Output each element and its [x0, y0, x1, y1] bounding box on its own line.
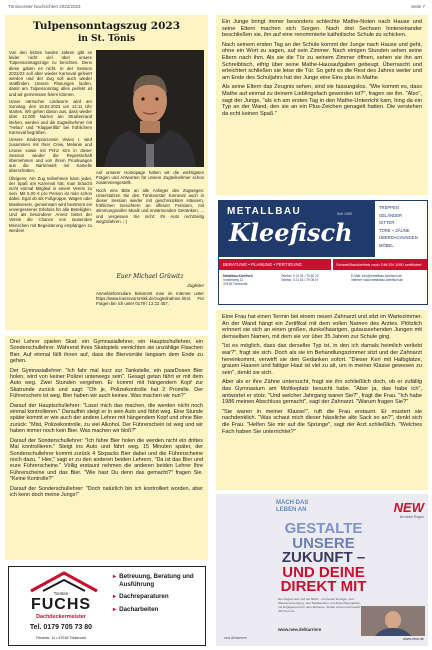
ad-new-tagline-line: LEBEN AN: [276, 507, 307, 513]
ad-new-web[interactable]: www.new.de: [402, 637, 424, 641]
ad-new-karriere: [216, 494, 428, 646]
joke-paragraph: "Sie waren in meiner Klasse!", ruft die Frau erstaunt. Er mustert sie nachdenklich. "Was schaut mich dieser hässliche alte Sack so an?", denkt sich die Frau. "Helfen Sie mir auf die Sprünge", sagt der Arzt schließlich. "Welches Fach haben Sie unterrichtet?": [222, 408, 422, 435]
article-paragraph: Auf unserer Homepage haben wir die wichtigsten Fragen und Antworten für unsere Zugteilnehmer schon zusammengestellt.: [96, 170, 204, 186]
joke-paragraph: Ein Junge bringt immer besonders schlechte Mathe-Noten nach Hause und seine Eltern machen sich Sorgen. Nach drei Sechsen hintereinander beschließen sie, ihn auf eine renommierte katholische Schule zu schicken.: [222, 19, 422, 39]
ad-services: [379, 204, 427, 250]
ad-fuchs-service: [113, 593, 203, 601]
ad-address-line: Vorsterweg 11: [223, 277, 244, 282]
ad-address-line: Metallbau Kleefisch: [223, 274, 253, 278]
article-column-2: [96, 170, 204, 270]
page-header-left: Tönisvorster Nachrichten 2022/2023: [8, 4, 81, 9]
ad-new-tagline-line: MACH DAS: [276, 500, 309, 506]
signature-role: Zugleiter: [187, 283, 204, 288]
joke-paragraph: Drei Lehrer spielen Skat: ein Gymnasiallehrer, ein Hauptschullehrer, ein Sonderschullehrer. Während ihres Skatspiels vernichten sie unzählige Flaschen Bier. Auf einmal fällt ihnen auf, dass die Biervorräte langsam dem Ende zu gehen.: [10, 339, 203, 365]
ad-address-line: 47918 Tönisvorst: [223, 281, 248, 286]
ad-service-item: GITTER: [379, 220, 395, 226]
article-paragraph: Noch eins Bitte an alle Anlieger des Zugweges: Unterstützen Sie den Tönisvorster Karneval auch in dieser Session wieder mit geschmückten Häusern, fröhlichen Gesichtern an offenen Fenstern, mit stimmungsvoller Musik und erwärmenden Getränken, ... und vergessen Sie nicht: Ihr Auto rechtzeitig wegzufahren. ;-): [96, 187, 204, 224]
article-paragraph: Von den letzten beiden Jahren gibt es leider nicht viel über unsere Tulpensonntagszüge zu berichten. Denn diese gaben es nicht. In der Session 2022/23 soll aber wieder Karneval gefeiert werden und der Zug soll auch wieder stattfinden. Unsere Planungen laufen, damit am Tulpensonntag alles perfekt ist und wir gemeinsam feiern können.: [9, 50, 92, 97]
article-tulpensonntagszug: [5, 15, 208, 330]
ad-website: Internet: www.metallbau-kleefisch.de: [351, 277, 403, 282]
joke-paragraph: Der Gymnasiallehrer: "Ich fahr mal kurz zur Tankstelle, ein paarDosen Bier holen, wird von keiner Polizei unterwegs sein". Gesagt getan fährt er mit dem Auto weg. Zwei Stunden vergehen. Er kommt mit hängendem Kopf zur Skatrunde zurück und sagt: "Oh je, Polizeikontrolle hat 2 Promille. Der Führerschein ist weg, Bier haben wir auch keines. Was machen wir nun?": [10, 367, 203, 400]
joke-paragraph: Aber als er ihre Zähne untersucht, fragt sie ihn schließlich doch, ob er zufällig das Gymnasium am Moltkeplatz besucht habe. "Aber ja, das habe ich", antwortet er stolz. "Und welcher Jahrgang waren Sie?", fragt die Frau. "Ich habe 1986 meinen Abschluss gemacht", sagt der Zahnarzt. "Warum fragen Sie?": [222, 379, 422, 406]
new-logo-sub: für meine Region: [399, 515, 424, 519]
ad-fuchs-dachdecker: [8, 566, 206, 646]
ad-fuchs-name: FUCHS: [30, 596, 92, 613]
ad-service-item: GELÄNDER: [379, 212, 403, 218]
ad-address: [223, 275, 275, 286]
ad-fuchs-service-label: Dacharbeiten: [119, 605, 159, 613]
joke-dentist: [216, 310, 428, 490]
ad-metallbau-name: METALLBAU: [227, 206, 302, 217]
new-logo: NEW: [393, 500, 424, 515]
arrow-icon: ▸: [113, 593, 117, 601]
person-photo-icon: [96, 50, 204, 167]
article-title: Tulpensonntagszug 2023: [32, 20, 181, 32]
zugleiter-photo: [96, 50, 204, 167]
ad-fuchs-address: Feuerstr. 11 • 47918 Tönisvorst: [36, 636, 86, 640]
ad-fuchs-service-label: Dachreparaturen: [119, 593, 169, 601]
joke-paragraph: Als seine Eltern das Zeugnis sehen, sind sie fassungslos. "Wie kommt es, dass Mathe auf einmal zu deinem Lieblingsfach geworden ist?", fragen sie ihn. "Also", sagt der Junge, "als ich am ersten Tag in den Mathe-Unterricht kam, hing da ein Typ an der Wand, den sie an ein Plus-Zeichen genagelt hatten. Die verstehen da echt keinen Spaß.": [222, 84, 422, 117]
joke-paragraph: "Ist es möglich, dass das derselbe Typ ist, in den ich damals heimlich verliebt war?", fragt sie sich. Doch als sie im Behandlungszimmer sitzt und der Zahnarzt hereinkommt, verwirft sie den Gedanken sofort. "Dieser Kerl mit Halbglatze, grauen Haaren und faltiger Haut ist viel zu alt, um in meiner Klasse gewesen zu sein", denkt sie sich.: [222, 343, 422, 376]
ad-new-headline-line: UNSERE: [292, 534, 355, 552]
article-paragraph: Übrigens: Am Zug teilnehmen kann jeder, der Spaß am Karneval hat, man braucht nicht einmal Mitglied in einem Verein zu sein. Mit 5,00 € pro Person ist man schon dabei. Egal ob als Fußgruppe, Wagen oder Musikverein, gemeinsam wird bestimmt ein unvergessener Erlebnis für alle Beteiligten. Und als besonderer Anreiz bietet der Verein die Chance von tausenden Menschen mit Begeisterung empfangen zu werden!: [9, 175, 92, 233]
ad-fuchs-owner: Torsten: [53, 591, 69, 596]
ad-fuchs-phone: Tel. 0179 705 73 80: [29, 624, 93, 631]
ad-new-headline-line: GESTALTE: [284, 520, 363, 537]
ad-service-item: MÖBEL: [379, 242, 394, 248]
article-paragraph: Unser närrischer Lindwurm wird am Sonntag, den 19.02.2023 um 14:11 Uhr starten. Wir gehen davon aus, dass wieder über 12.000 Narren am Straßenrand stehen, werden und die Zugteilnehmer mit "Helau" und "Klapperlilla" bei fröhlichem Karneval begrüßen.: [9, 98, 92, 136]
roof-logo-icon: [29, 571, 99, 593]
joke-paragraph: Darauf der Sonderschullehrer: "Ich fahre Bier holen die werden nicht ein drittes Mal kontrollieren." Steigt ins Auto und fährt weg. 15 Minuten später, der Sonderschullehrer kommt zurück 4 Sixpacks Bier dabei und die Führerscheine noch dazu. " Hier," sagt er zu den anderen beiden Lehrern, "Da ist das Bier und eure Führerscheine." Völlig erstaunt nehmen die anderen beiden Lehrer Ihre Führerscheine und das Bier. "Wie hast Du denn das gemacht?" fragen Sie. "Keine Kontrolle?": [10, 437, 203, 483]
joke-teachers-skat: [5, 336, 208, 560]
ad-metallbau-kleefisch: [218, 200, 428, 305]
ad-new-url[interactable]: www.new.de/karriere: [278, 627, 322, 632]
article-contact: Anmeldeformulare bekommt man im Internet unter https://www.toenisvorst-kkk.de/zugteilnahme.html. Für Fragen bin ich unter 0179 / 13 22 457.: [96, 291, 204, 307]
ad-new-tagline: [276, 500, 356, 514]
joke-paragraph: Nach seinem ersten Tag an der Schule kommt der Junge nach Hause und geht, ohne ein Wort zu sagen, auf sein Zimmer. Nach einigen Stunden sehen seine Eltern nach ihm. Als sie die Tür zu seinem Zimmer öffnen, sehen sie ihn am Schreibtisch, eifrig über seine Mathe-Hausaufgaben gebeugt. Überrascht und erleichtert schließen sie leise die Tür. So geht es die Rest des Jahres weiter und am Ende des Schuljahrs hat der Junge eine Eins plus in Mathe.: [222, 41, 422, 81]
ad-web: [351, 275, 427, 283]
ad-new-headline-line: DIREKT MIT: [280, 578, 367, 595]
ad-phone-line: Telefon: 0 21 51 / 79 82 22: [281, 274, 319, 278]
arrow-icon: ▸: [113, 605, 117, 613]
ad-phone: [281, 275, 347, 283]
joke-paragraph: Darauf der Hauptschullehrer: "Lasst mich das machen, die werden nicht noch einmal kontrollieren." Daraufhin steigt er in sein Auto und fährt weg. Eine Stunde später kommt er wie auch der andere Lehrer mit hängendem Kopf und ohne Bier zurück: "Mist, Polizeikontrolle, zu viel Alkohol. Der Führerschein ist weg und wir haben immer noch kein Bier. Was machen wir bloß?": [10, 402, 203, 435]
ad-fuchs-service: [113, 606, 203, 614]
arrow-icon: ▸: [113, 573, 117, 580]
ad-phone-line: Telefax: 0 21 51 / 79 06 07: [281, 277, 319, 282]
joke-paragraph: Darauf der Sonderschullehrer: "Doch natürlich bin ich kontrolliert worden, aber ich kenn doch meine Jungs!": [10, 485, 203, 498]
ad-service-item: ÜBERDACHUNGEN: [379, 235, 418, 241]
article-column-1: [9, 50, 92, 325]
ad-new-headline: [226, 522, 421, 595]
ad-fuchs-trade: Dachdeckermeister: [36, 614, 86, 620]
joke-math-school: [216, 15, 428, 195]
ad-service-item: TREPPEN: [379, 205, 399, 210]
ad-service-bar: BERATUNG • PLANUNG • FERTIGUNG: [219, 259, 331, 270]
ad-certification: Schweißfachbetrieb nach DIN EN 1090 zertifiziert: [333, 259, 427, 270]
ad-since: Seit 1905: [337, 212, 352, 216]
ad-new-headline-line: ZUKUNFT –: [281, 549, 366, 566]
ad-service-item: TORE + ZÄUNE: [379, 227, 410, 233]
ad-fuchs-service: [113, 573, 203, 588]
ad-fuchs-service-label: Betreuung, Beratung und Ausführung: [119, 573, 194, 588]
signature: Euer Michael Grüwitz: [116, 273, 184, 280]
joke-paragraph: Eine Frau hat einen Termin bei einem neuen Zahnarzt und sitzt im Wartezimmer. An der Wand hängt ein Zertifikat mit dem vollen Namen des Arztes. Plötzlich erinnert sie sich an einen großen, dunkelhaarigen, gutaussehenden Jungen mit demselben Namen, mit dem sie vor über 35 Jahren zur Schule ging.: [222, 314, 422, 340]
ad-new-person-photo: [361, 606, 425, 636]
person-photo-icon: [361, 606, 425, 636]
article-paragraph: Unsere Kinderprinzessin Vivien I. wird zusammen mit Ihrer Crew, Melanie und Leonie sowie mit Prinz Kim in dieser Session wieder die Regentschaft übernehmen und von ihrem Prunkwagen aus die Narrenwelt mit Kamelle überschütten.: [9, 137, 92, 174]
ad-new-social[interactable]: new.de/karriere: [224, 636, 248, 640]
ad-logo-panel: [219, 201, 375, 257]
ad-email: E-Mail: info@metallbau-kleefisch.de: [351, 274, 402, 278]
ad-brand: Kleefisch: [229, 218, 353, 247]
page-number: Seite 7: [410, 4, 425, 9]
ad-new-headline-line: UND DEINE: [282, 563, 365, 581]
ad-new-body: Die Region lebt und die NEW – mit bester Energie- und Wasserversorgung, den Stadtwerken, mit Zukunftsprojekten, mit Engagement für dein Zuhause. Schau vorbei und bewirb dich bei uns.: [278, 597, 361, 613]
ad-fuchs-services: [113, 573, 203, 613]
article-subtitle: in St. Tönis: [77, 34, 136, 44]
